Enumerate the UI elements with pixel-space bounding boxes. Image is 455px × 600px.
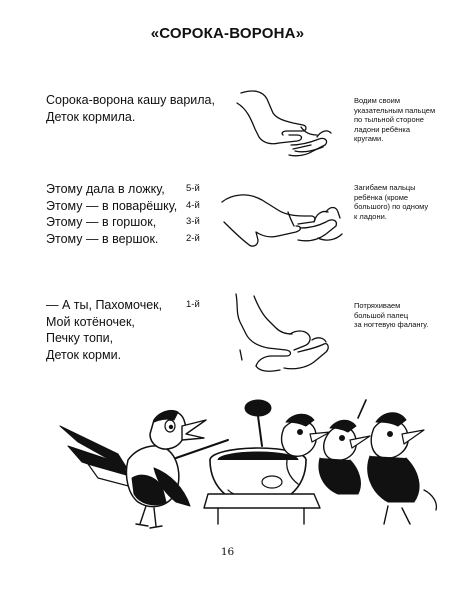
finger-number: 2-й [186, 232, 200, 244]
verse-line: — А ты, Пахомочек, [46, 298, 163, 312]
page-number: 16 [220, 546, 235, 558]
verse-line: Деток кормила. [46, 109, 136, 124]
stanza-3 [46, 297, 162, 363]
instruction-note-2: Загибаем пальцы ребёнка (кроме большого) по одному к ладони. [354, 183, 429, 221]
instruction-note-3: Потряхиваем большой палец за ногтевую фалангу. [354, 301, 429, 330]
hand-circling-palm-icon [233, 85, 338, 160]
verse-line: Этому — в поварёшку, [46, 198, 178, 213]
finger-numbers-2 [186, 181, 200, 247]
finger-number: 3-й [186, 216, 200, 228]
verse-line: Этому — в вершок. [46, 231, 159, 246]
verse-line: Печку топи, [46, 331, 114, 346]
verse-line: Деток корми. [46, 347, 122, 362]
stanza-1 [46, 92, 215, 125]
hand-bending-fingers-icon [218, 182, 348, 252]
finger-number: 1-й [186, 299, 200, 310]
finger-number: 4-й [186, 199, 200, 211]
magpie-feeding-chicks-illustration [58, 398, 443, 538]
verse-line: Этому — в горшок, [46, 215, 157, 230]
verse-line: Этому дала в ложку, [46, 182, 165, 196]
verse-line: Сорока-ворона кашу варила, [46, 93, 215, 107]
finger-number: 5-й [186, 183, 200, 194]
page-title: «СОРОКА-ВОРОНА» [150, 25, 305, 42]
instruction-note-1: Водим своим указательным пальцем по тыльной стороне ладони ребёнка кругами. [354, 96, 436, 144]
verse-line: Мой котёночек, [46, 314, 135, 329]
stanza-2 [46, 181, 177, 247]
hand-shaking-thumb-icon [228, 290, 333, 375]
finger-numbers-3 [186, 297, 200, 314]
